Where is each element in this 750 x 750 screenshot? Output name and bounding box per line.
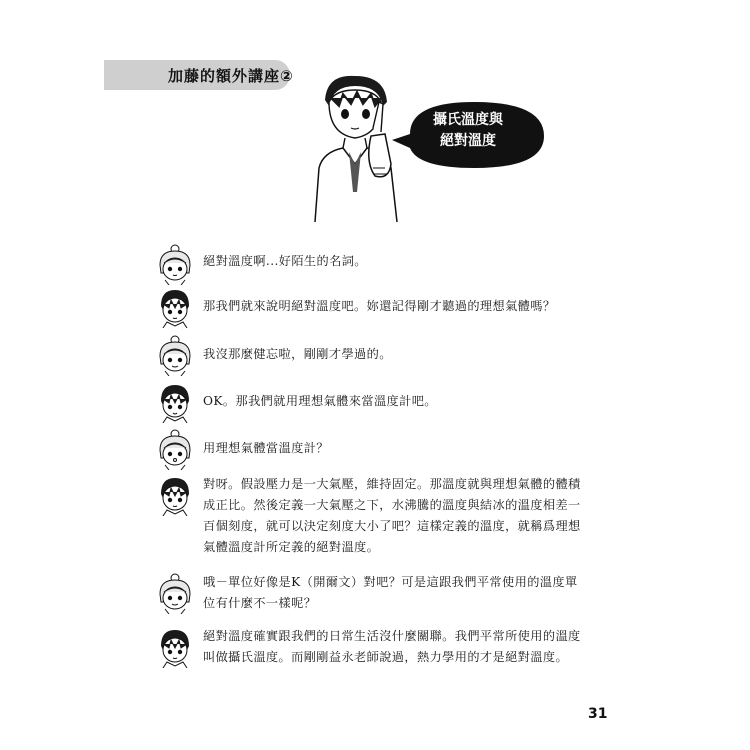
boy-avatar-icon (155, 474, 195, 516)
girl-avatar-icon (155, 428, 195, 470)
dialogue-text: 絕對溫度確實跟我們的日常生活沒什麼關聯。我們平常所使用的溫度 (203, 629, 581, 643)
dialogue-text: 對呀。假設壓力是一大氣壓，維持固定。那溫度就與理想氣體的體積 (203, 477, 581, 491)
dialogue-text: 位有什麼不一樣呢？ (203, 596, 317, 610)
section-title: 加藤的額外講座② (168, 67, 294, 85)
dialogue-text: 絕對溫度啊...好陌生的名詞。 (203, 254, 367, 268)
dialogue-text: OK。那我們就用理想氣體來當溫度計吧。 (203, 394, 437, 408)
dialogue-text: 那我們就來說明絕對溫度吧。妳還記得剛才聽過的理想氣體嗎？ (203, 299, 556, 313)
boy-avatar-icon (155, 626, 195, 668)
bubble-text (408, 110, 528, 152)
dialogue-text: 成正比。然後定義一大氣壓之下，水沸騰的溫度與結冰的溫度相差一 (203, 498, 581, 512)
dialogue-text: 哦－單位好像是K（開爾文）對吧？可是這跟我們平常使用的溫度單 (203, 575, 578, 589)
girl-avatar-icon (155, 243, 195, 285)
dialogue-text: 用理想氣體當溫度計？ (203, 441, 329, 455)
page-number: 31 (588, 706, 608, 722)
boy-avatar-icon (155, 286, 195, 328)
boy-avatar-icon (155, 381, 195, 423)
bubble-line-2: 絕對溫度 (440, 133, 496, 149)
dialogue-text: 我沒那麼健忘啦，剛剛才學過的。 (203, 347, 392, 361)
bubble-line-1: 攝氏溫度與 (433, 112, 503, 128)
dialogue-text: 氣體溫度計所定義的絕對溫度。 (203, 540, 380, 554)
girl-avatar-icon (155, 572, 195, 614)
dialogue-text: 百個刻度，就可以決定刻度大小了吧？這樣定義的溫度，就稱爲理想 (203, 519, 581, 533)
girl-avatar-icon (155, 334, 195, 376)
dialogue-text: 叫做攝氏溫度。而剛剛益永老師說過，熱力學用的才是絕對溫度。 (203, 650, 569, 664)
